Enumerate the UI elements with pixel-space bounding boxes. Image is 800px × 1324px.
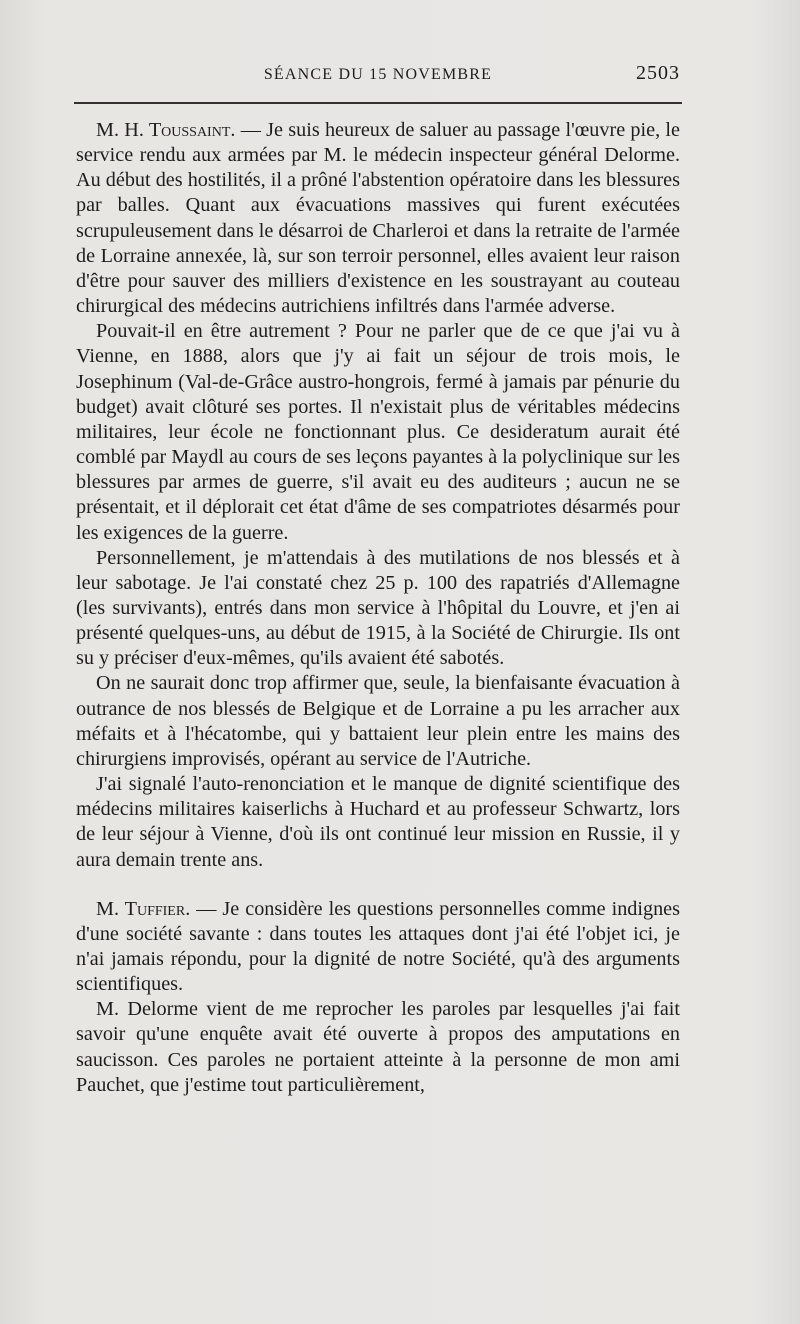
paragraph-text: On ne saurait donc trop affirmer que, seule, la bienfaisante évacuation à outrance de nos blessés de Belgique et de Lorraine a pu les arracher aux méfaits et à l'hécatombe, qui y battaient leur plein entre les mains des chirurgiens improvisés, opérant au service de l'Autriche. [76, 672, 680, 770]
running-head [76, 62, 680, 92]
paragraph-text: M. Delorme vient de me reprocher les paroles par lesquelles j'ai fait savoir qu'une enquête avait été ouverte à propos des amputations en saucisson. Ces paroles ne portaient atteinte à la personne de mon ami Pauchet, que j'estime tout particulièrement, [76, 998, 680, 1096]
paragraph-tuffier [76, 897, 680, 998]
speaker-name: M. Tuffier. [96, 897, 191, 920]
paragraph-text: Personnellement, je m'attendais à des mutilations de nos blessés et à leur sabotage. Je l'ai constaté chez 25 p. 100 des rapatriés d'Allemagne (les survivants), entrés dans mon service à l'hôpital du Louvre, et j'en ai présenté quelques-uns, au début de 1915, à la Société de Chirurgie. Ils ont su y préciser d'eux-mêmes, qu'ils avaient été sabotés. [76, 546, 680, 670]
running-title: SÉANCE DU 15 NOVEMBRE [263, 66, 493, 83]
speaker-name: M. H. Toussaint. [96, 119, 236, 141]
paragraph [76, 772, 680, 873]
paragraph-text: Pouvait-il en être autrement ? Pour ne parler que de ce que j'ai vu à Vienne, en 1888, alors que j'y ai fait un séjour de trois mois, le Josephinum (Val-de-Grâce austro-hongrois, fermé à jamais par pénurie du budget) avait clôturé ses portes. Il n'existait plus de véritables médecins militaires, leur école ne fonctionnant plus. Ce desideratum aurait été comblé par Maydl au cours de ses leçons payantes à la polyclinique sur les blessures par armes de guerre, s'il avait eu des auditeurs ; aucun ne se présentait, et il déplorait cet état d'âme de ses compatriotes désarmés pour les exigences de la guerre. [76, 320, 680, 544]
header-rule [74, 102, 682, 104]
paragraph [76, 997, 680, 1098]
paragraph [76, 671, 680, 772]
paragraph-toussaint [76, 118, 680, 319]
paragraph [76, 319, 680, 545]
text-block [76, 118, 680, 1098]
page-number: 2503 [636, 62, 680, 84]
paragraph-text: — Je suis heureux de saluer au passage l'œuvre pie, le service rendu aux armées par M. le médecin inspecteur général Delorme. Au début des hostilités, il a prôné l'abstention opératoire dans les blessures par balles. Quant aux évacuations massives qui furent exécutées scrupuleusement dans le désarroi de Charleroi et dans la retraite de l'armée de Lorraine annexée, là, sur son terroir personnel, elles avaient leur raison d'être pour sauver des milliers d'existence en les soustrayant au couteau chirurgical des médecins autrichiens infiltrés dans l'armée adverse. [76, 119, 680, 318]
paragraph [76, 546, 680, 672]
paragraph-text: J'ai signalé l'auto-renonciation et le manque de dignité scientifique des médecins militaires kaiserlichs à Huchard et au professeur Schwartz, lors de leur séjour à Vienne, d'où ils ont continué leur mission en Russie, il y aura demain trente ans. [76, 773, 680, 871]
paragraph-text: — Je considère les questions personnelles comme indignes d'une société savante : dans toutes les attaques dont j'ai été l'objet ici, je n'ai jamais répondu, pour la dignité de notre Société, qu'à des arguments scientifiques. [76, 897, 681, 996]
